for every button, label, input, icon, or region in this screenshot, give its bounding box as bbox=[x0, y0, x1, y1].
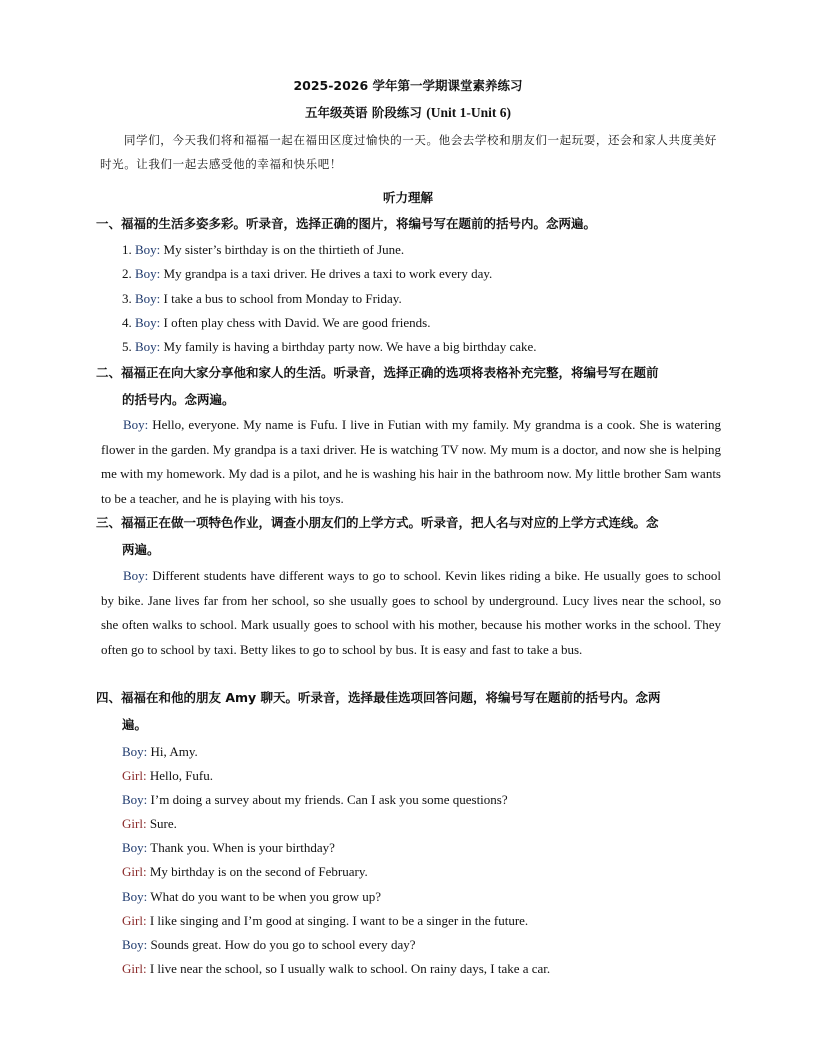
dialogue-line bbox=[122, 889, 381, 905]
item-text: My sister’s birthday is on the thirtieth of June. bbox=[160, 242, 405, 257]
q3-heading-line1: 三、福福正在做一项特色作业，调查小朋友们的上学方式。听录音，把人名与对应的上学方式连线。念 bbox=[96, 515, 659, 530]
speaker-boy: Boy: bbox=[135, 315, 161, 330]
q1-item bbox=[122, 315, 431, 331]
dialogue-text: Sounds great. How do you go to school every day? bbox=[147, 937, 416, 952]
q1-item bbox=[122, 291, 402, 307]
q1-item bbox=[122, 266, 492, 282]
speaker-boy: Boy: bbox=[135, 339, 161, 354]
q1-item bbox=[122, 242, 404, 258]
item-number: 5. bbox=[122, 339, 135, 354]
dialogue-text: Sure. bbox=[146, 816, 177, 831]
q2-heading-line2: 的括号内。念两遍。 bbox=[122, 392, 235, 407]
dialogue-line bbox=[122, 744, 198, 760]
dialogue-line bbox=[122, 816, 177, 832]
intro-paragraph: 同学们，今天我们将和福福一起在福田区度过愉快的一天。他会去学校和朋友们一起玩耍，还会和家人共度美好时光。让我们一起去感受他的幸福和快乐吧！ bbox=[100, 133, 717, 171]
speaker-boy: Boy: bbox=[122, 744, 148, 759]
speaker-boy: Boy: bbox=[122, 840, 148, 855]
item-text: My grandpa is a taxi driver. He drives a taxi to work every day. bbox=[160, 266, 493, 281]
q3-passage bbox=[101, 564, 721, 662]
document-subtitle bbox=[0, 103, 816, 121]
dialogue-line bbox=[122, 864, 368, 880]
section-heading: 听力理解 bbox=[382, 190, 433, 205]
q3-heading bbox=[96, 509, 722, 563]
speaker-boy: Boy: bbox=[122, 889, 148, 904]
speaker-girl: Girl: bbox=[122, 961, 147, 976]
passage-text: Hello, everyone. My name is Fufu. I live in Futian with my family. My grandma is a cook. She is watering flower in the garden. My grandpa is a taxi driver. He is watching TV now. My mum is a doctor, and now she is helping me with my homework. My dad is a pilot, and he is washing his hair in the bathroom now. My little brother Sam wants to be a teacher, and he is playing with his toys. bbox=[101, 417, 721, 506]
q2-heading bbox=[96, 359, 722, 413]
speaker-boy: Boy: bbox=[135, 291, 161, 306]
subtitle-text: 五年级英语 阶段练习 bbox=[305, 105, 422, 120]
item-number: 1. bbox=[122, 242, 135, 257]
speaker-girl: Girl: bbox=[122, 913, 147, 928]
speaker-girl: Girl: bbox=[122, 768, 147, 783]
dialogue-text: What do you want to be when you grow up? bbox=[147, 889, 382, 904]
subtitle-unit: (Unit 1-Unit 6) bbox=[426, 105, 511, 120]
dialogue-text: Thank you. When is your birthday? bbox=[147, 840, 335, 855]
speaker-boy: Boy: bbox=[123, 417, 149, 432]
q1-heading: 一、福福的生活多姿多彩。听录音，选择正确的图片，将编号写在题前的括号内。念两遍。 bbox=[96, 216, 597, 231]
q1-item bbox=[122, 339, 537, 355]
dialogue-text: Hello, Fufu. bbox=[146, 768, 214, 783]
speaker-girl: Girl: bbox=[122, 816, 147, 831]
q4-heading-line2: 遍。 bbox=[122, 717, 148, 732]
speaker-boy: Boy: bbox=[122, 937, 148, 952]
dialogue-text: I live near the school, so I usually walk to school. On rainy days, I take a car. bbox=[146, 961, 551, 976]
dialogue-line bbox=[122, 913, 528, 929]
document-title: 2025-2026 学年第一学期课堂素养练习 bbox=[293, 78, 523, 93]
dialogue-line bbox=[122, 792, 508, 808]
q3-heading-line2: 两遍。 bbox=[122, 542, 160, 557]
dialogue-text: I’m doing a survey about my friends. Can I ask you some questions? bbox=[147, 792, 508, 807]
q4-heading bbox=[96, 684, 722, 738]
speaker-girl: Girl: bbox=[122, 864, 147, 879]
item-text: I take a bus to school from Monday to Friday. bbox=[160, 291, 402, 306]
q4-heading-line1: 四、福福在和他的朋友 Amy 聊天。听录音，选择最佳选项回答问题，将编号写在题前的括号内。念两 bbox=[96, 690, 661, 705]
item-text: I often play chess with David. We are good friends. bbox=[160, 315, 431, 330]
dialogue-line bbox=[122, 961, 550, 977]
speaker-boy: Boy: bbox=[135, 266, 161, 281]
dialogue-line bbox=[122, 937, 416, 953]
item-text: My family is having a birthday party now. We have a big birthday cake. bbox=[160, 339, 537, 354]
dialogue-text: I like singing and I’m good at singing. I want to be a singer in the future. bbox=[146, 913, 529, 928]
passage-text: Different students have different ways to go to school. Kevin likes riding a bike. He usually goes to school by bike. Jane lives far from her school, so she usually goes to school by underground. Lucy lives near the school, so she often walks to school. Mark usually goes to school with his mother, because his mother works in the school. They often go to school by taxi. Betty likes to go to school by bus. It is easy and fast to take a bus. bbox=[101, 568, 721, 657]
item-number: 3. bbox=[122, 291, 135, 306]
q2-heading-line1: 二、福福正在向大家分享他和家人的生活。听录音，选择正确的选项将表格补充完整，将编号写在题前 bbox=[96, 365, 659, 380]
dialogue-text: My birthday is on the second of February. bbox=[146, 864, 368, 879]
dialogue-line bbox=[122, 768, 213, 784]
speaker-boy: Boy: bbox=[122, 792, 148, 807]
item-number: 4. bbox=[122, 315, 135, 330]
speaker-boy: Boy: bbox=[135, 242, 161, 257]
item-number: 2. bbox=[122, 266, 135, 281]
speaker-boy: Boy: bbox=[123, 568, 149, 583]
dialogue-text: Hi, Amy. bbox=[147, 744, 198, 759]
dialogue-line bbox=[122, 840, 335, 856]
q2-passage bbox=[101, 413, 721, 511]
